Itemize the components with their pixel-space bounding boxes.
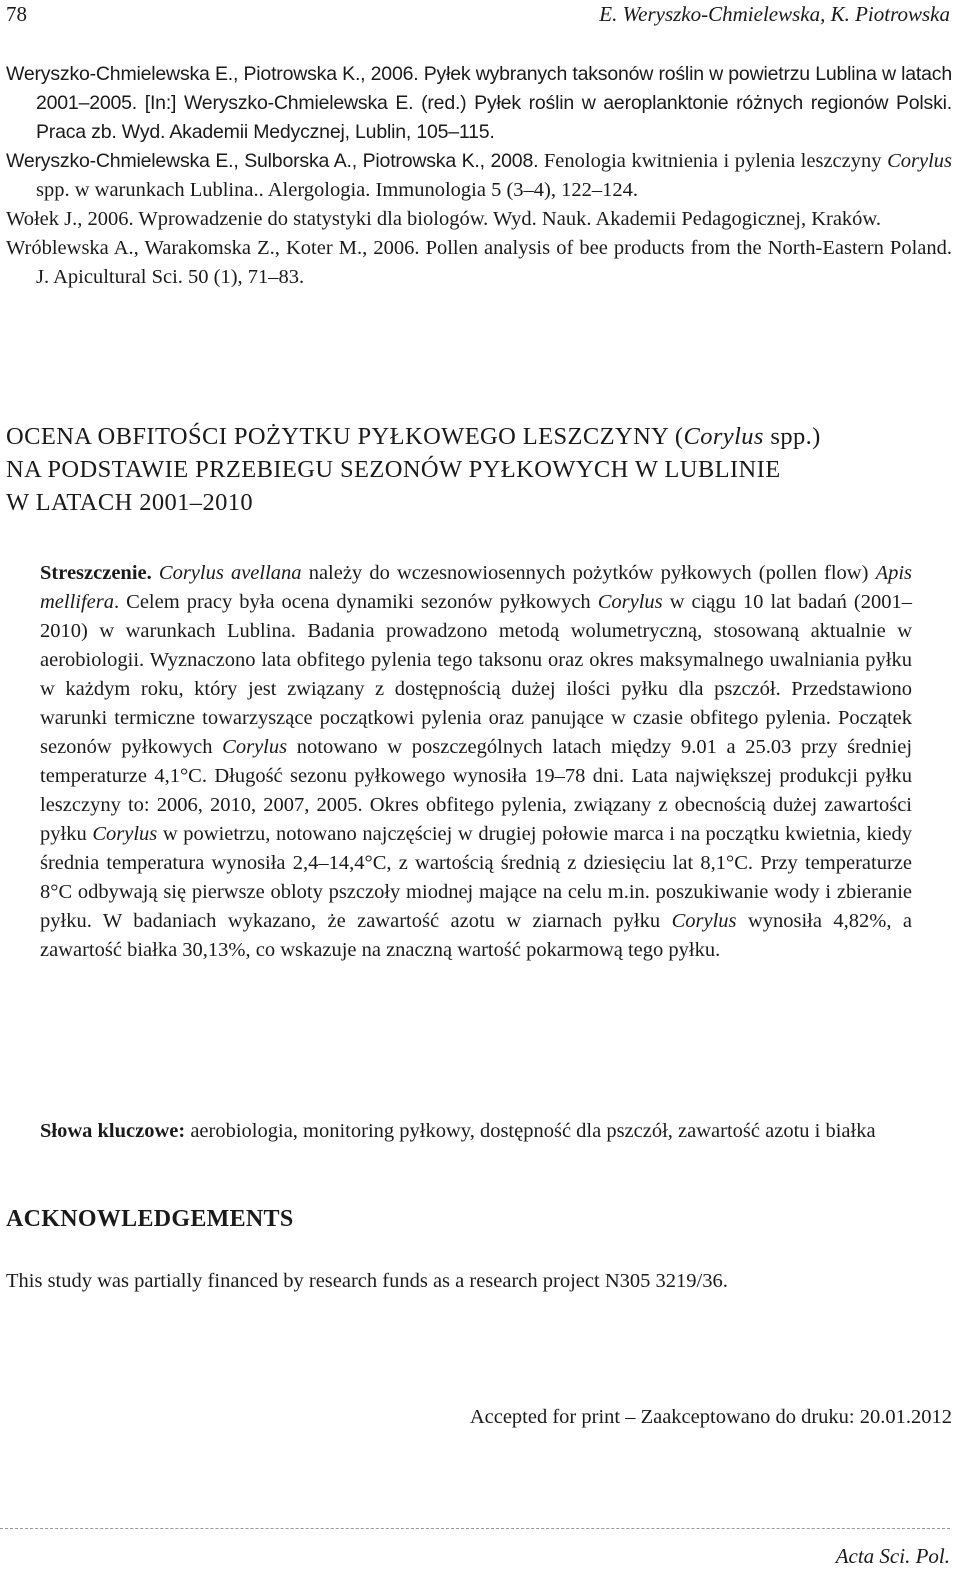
reference-item: [6, 147, 952, 205]
title-text: spp.): [770, 423, 821, 450]
title-text: OCENA OBFITOŚCI POŻYTKU PYŁKOWEGO LESZCZYNY (: [6, 423, 684, 450]
journal-name: Acta Sci. Pol.: [835, 1544, 950, 1568]
reference-item: [6, 205, 952, 234]
reference-item: [6, 234, 952, 292]
keywords-label: Słowa kluczowe:: [40, 1120, 186, 1142]
abstract-text: wynosiła 4,82%, a zawartość białka 30,13%, co wskazuje na znaczną wartość pokarmową tego pyłku.: [40, 910, 913, 961]
title-line-3: W LATACH 2001–2010: [6, 489, 254, 516]
keywords: [40, 1117, 912, 1146]
reference-text-part: Weryszko-Chmielewska E., Sulborska A., Piotrowska K., 2008.: [6, 150, 539, 172]
reference-text: Weryszko-Chmielewska E., Piotrowska K., 2006. Pyłek wybranych taksonów roślin w powietrzu Lublina w latach 2001–2005. [In:] Weryszko-Chmielewska E. (red.) Pyłek roślin w aeroplanktonie różnych regionów Polski. Praca zb. Wyd. Akademii Medycznej, Lublin, 105–115.: [6, 63, 952, 143]
abstract: [40, 559, 912, 965]
title-line-2: NA PODSTAWIE PRZEBIEGU SEZONÓW PYŁKOWYCH W LUBLINIE: [6, 456, 781, 483]
reference-text-part: spp. w warunkach Lublina.. Alergologia. Immunologia 5 (3–4), 122–124.: [36, 179, 638, 201]
title-genus: Corylus: [683, 423, 764, 450]
title-line-1: [6, 420, 952, 453]
abstract-text: w powietrzu, notowano najczęściej w drugiej połowie marca i na początku kwietnia, kiedy średnia temperatura wynosiła 2,4–14,4°C, z wartością średnią z dziesięciu lat 8,1°C. Przy temperaturze 8°C odbywają się pierwsze obloty pszczoły miodnej mające na celu m.in. poszukiwanie wody i zbieranie pyłku. W badaniach wykazano, że zawartość azotu w ziarnach pyłku: [40, 823, 913, 932]
running-head: E. Weryszko-Chmielewska, K. Piotrowska: [599, 2, 950, 26]
footer-rule: [0, 1528, 950, 1529]
abstract-text: należy do wczesnowiosennych pożytków pyłkowych (pollen flow): [308, 562, 869, 584]
reference-genus: Corylus: [887, 150, 953, 172]
species-name: Apis mellifera: [40, 562, 913, 613]
reference-text: Wróblewska A., Warakomska Z., Koter M., 2006. Pollen analysis of bee products from the North-Eastern Poland. J. Apicultural Sci. 50 (1), 71–83.: [6, 237, 952, 288]
reference-text: Wołek J., 2006. Wprowadzenie do statystyki dla biologów. Wyd. Nauk. Akademii Pedagogicznej, Kraków.: [6, 208, 882, 230]
accepted-date: Accepted for print – Zaakceptowano do druku: 20.01.2012: [469, 1406, 952, 1428]
article-title: [6, 420, 952, 519]
reference-text-part: Fenologia kwitnienia i pylenia leszczyny: [543, 150, 882, 172]
abstract-text: w ciągu 10 lat badań (2001–2010) w warunkach Lublina. Badania prowadzono metodą wolumetryczną, stosowaną aktualnie w aerobiologii. Wyznaczono lata obfitego pylenia tego taksonu oraz okres maksymalnego uwalniania pyłku w każdym roku, który jest związany z dostępnością dużej ilości pyłku dla pszczół. Przedstawiono warunki termiczne towarzyszące początkowi pylenia oraz panujące w czasie obfitego pylenia. Początek sezonów pyłkowych: [40, 591, 913, 758]
genus-name: Corylus: [597, 591, 663, 613]
reference-list: [6, 60, 952, 292]
abstract-text: notowano w poszczególnych latach między 9.01 a 25.03 przy średniej temperaturze 4,1°C. Długość sezonu pyłkowego wynosiła 19–78 dni. Lata największej produkcji pyłku leszczyny to: 2006, 2010, 2007, 2005. Okres obfitego pylenia, związany z obecnością dużej zawartości pyłku: [40, 736, 913, 845]
genus-name: Corylus: [222, 736, 288, 758]
genus-name: Corylus: [671, 910, 737, 932]
page-number: 78: [6, 2, 27, 26]
abstract-label: Streszczenie.: [40, 562, 152, 584]
acknowledgements-heading: ACKNOWLEDGEMENTS: [6, 1206, 294, 1232]
acknowledgements-text: This study was partially financed by research funds as a research project N305 3219/36.: [6, 1270, 728, 1292]
abstract-text: . Celem pracy była ocena dynamiki sezonów pyłkowych: [114, 591, 591, 613]
species-name: Corylus avellana: [158, 562, 302, 584]
genus-name: Corylus: [92, 823, 158, 845]
reference-item: [6, 60, 952, 147]
keywords-text: aerobiologia, monitoring pyłkowy, dostępność dla pszczół, zawartość azotu i białka: [190, 1120, 876, 1142]
